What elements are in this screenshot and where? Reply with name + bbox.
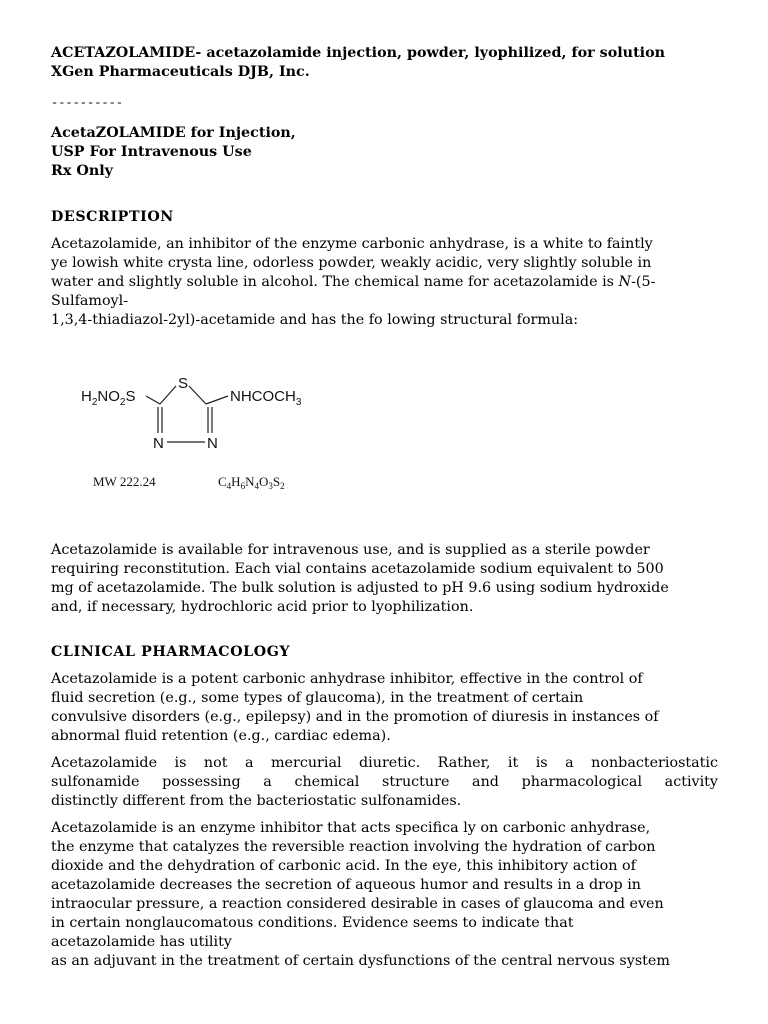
text-line: distinctly different from the bacteriostatic sulfonamides.	[51, 793, 462, 809]
text-line: and, if necessary, hydrochloric acid prior to lyophilization.	[51, 599, 474, 615]
text-line: fluid secretion (e.g., some types of glaucoma), in the treatment of certain	[51, 690, 584, 706]
text-line: Sulfamoyl-	[51, 293, 129, 309]
product-line-1: AcetaZOLAMIDE for Injection,	[51, 125, 296, 141]
ring-nitrogen-2-label: N	[207, 435, 218, 452]
text-line: requiring reconstitution. Each vial contains acetazolamide sodium equivalent to 500	[51, 561, 664, 577]
description-paragraph-1	[51, 235, 718, 330]
product-name	[51, 124, 718, 181]
text-line-segment: -(5-	[631, 274, 656, 290]
text-line: acetazolamide has utility	[51, 934, 232, 950]
text-line: as an adjuvant in the treatment of certain dysfunctions of the central nervous system	[51, 953, 670, 969]
text-line: ye lowish white crysta line, odorless powder, weakly acidic, very slightly soluble in	[51, 255, 652, 271]
molecular-weight: MW 222.24	[93, 474, 156, 489]
clinical-paragraph-1	[51, 670, 718, 746]
section-heading-description: DESCRIPTION	[51, 209, 174, 225]
text-line: the enzyme that catalyzes the reversible reaction involving the hydration of carbon	[51, 839, 656, 855]
text-line: sulfonamide possessing a chemical structure and pharmacological activity	[51, 774, 718, 790]
product-line-3: Rx Only	[51, 163, 113, 179]
text-line: 1,3,4-thiadiazol-2yl)-acetamide and has the fo lowing structural formula:	[51, 312, 579, 328]
text-line: dioxide and the dehydration of carbonic acid. In the eye, this inhibitory action of	[51, 858, 636, 874]
text-line-segment: water and slightly soluble in alcohol. The chemical name for acetazolamide is	[51, 274, 619, 290]
title-line-2: XGen Pharmaceuticals DJB, Inc.	[51, 64, 310, 80]
text-line: in certain nonglaucomatous conditions. Evidence seems to indicate that	[51, 915, 574, 931]
separator: ----------	[51, 96, 124, 110]
text-line: intraocular pressure, a reaction considered desirable in cases of glaucoma and even	[51, 896, 664, 912]
bond	[160, 386, 176, 404]
title-line-1: ACETAZOLAMIDE- acetazolamide injection, powder, lyophilized, for solution	[51, 45, 666, 61]
ring-nitrogen-1-label: N	[153, 435, 164, 452]
document-title	[51, 44, 718, 82]
clinical-paragraph-3	[51, 819, 718, 971]
bond	[189, 386, 206, 404]
text-line: Acetazolamide is available for intravenous use, and is supplied as a sterile powder	[51, 542, 650, 558]
clinical-paragraph-2	[51, 754, 718, 811]
structural-formula	[81, 360, 341, 490]
bond	[146, 396, 160, 404]
text-line: convulsive disorders (e.g., epilepsy) and in the promotion of diuresis in instances of	[51, 709, 659, 725]
text-line: mg of acetazolamide. The bulk solution is adjusted to pH 9.6 using sodium hydroxide	[51, 580, 669, 596]
molecular-formula: $C_4H_6N_4O_3S_2$	[218, 474, 285, 490]
text-line: Acetazolamide, an inhibitor of the enzyme carbonic anhydrase, is a white to faintly	[51, 236, 653, 252]
italic-n: N	[618, 274, 632, 290]
left-group-label: $H_2NO_2S$	[81, 388, 136, 408]
structural-formula-drawing	[81, 360, 341, 490]
ring-sulfur-label: S	[178, 375, 189, 392]
text-line: acetazolamide decreases the secretion of aqueous humor and results in a drop in	[51, 877, 642, 893]
text-line: Acetazolamide is a potent carbonic anhydrase inhibitor, effective in the control of	[51, 671, 643, 687]
section-heading-clinical-pharmacology: CLINICAL PHARMACOLOGY	[51, 644, 291, 660]
text-line	[51, 273, 718, 292]
right-group-label: $NHCOCH_3$	[230, 388, 302, 408]
text-line: abnormal fluid retention (e.g., cardiac edema).	[51, 728, 391, 744]
text-line: Acetazolamide is an enzyme inhibitor that acts specifica ly on carbonic anhydrase,	[51, 820, 651, 836]
description-paragraph-2	[51, 541, 718, 617]
product-line-2: USP For Intravenous Use	[51, 144, 252, 160]
text-line: Acetazolamide is not a mercurial diuretic. Rather, it is a nonbacteriostatic	[51, 755, 718, 771]
bond	[206, 396, 228, 404]
